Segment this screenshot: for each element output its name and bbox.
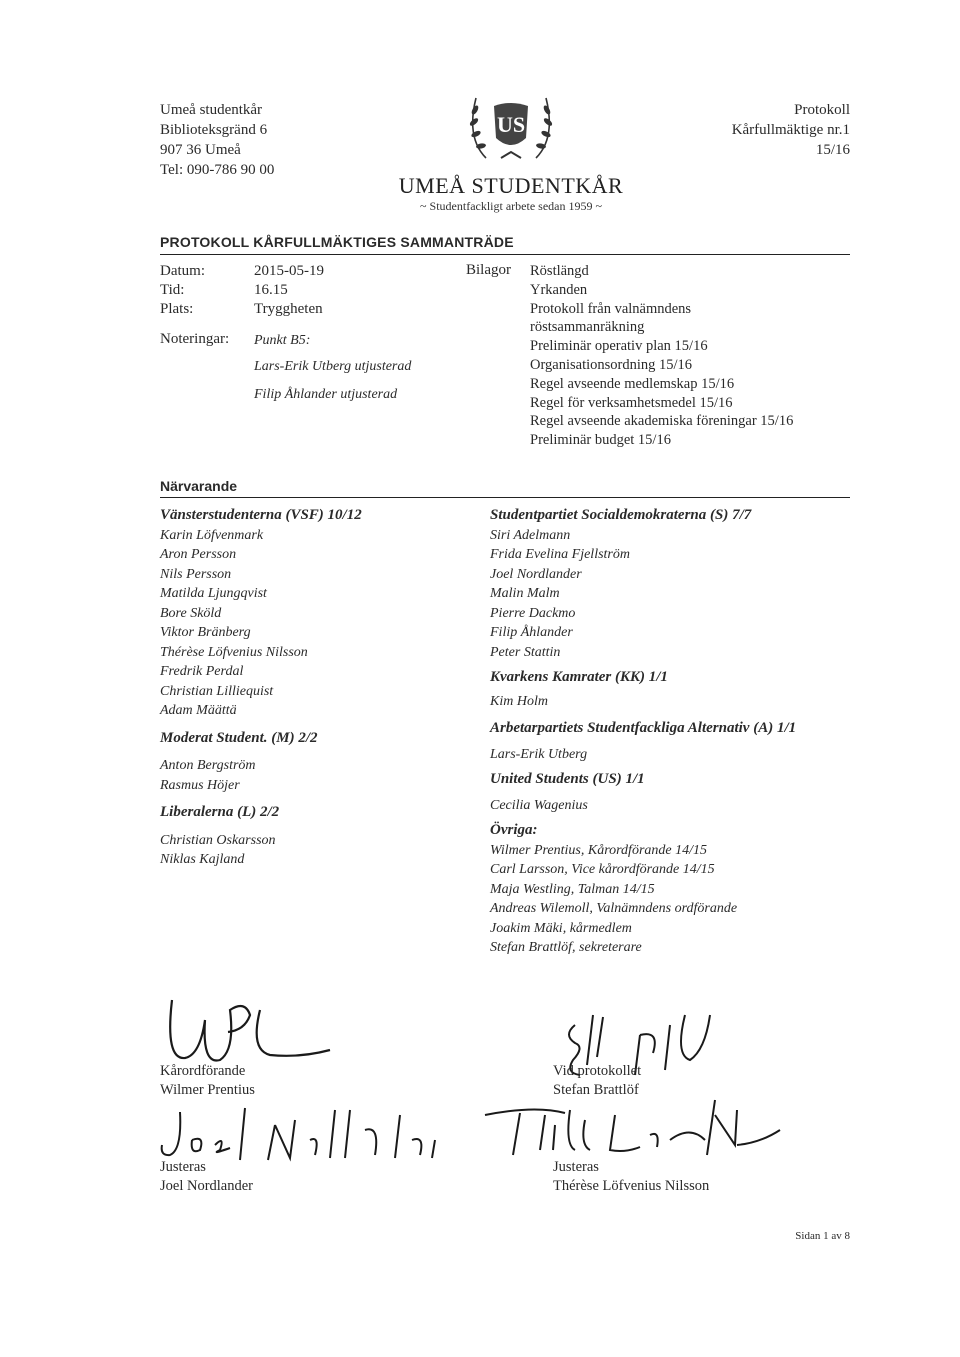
page-number: Sidan 1 av 8 [795,1230,850,1242]
plats-value: Tryggheten [254,301,323,317]
present-left-column [160,506,470,870]
signature-drawing [150,980,350,1070]
spacer [160,748,470,756]
logo-monogram: US [496,112,526,137]
attachment-item: Organisationsordning 15/16 [530,356,693,373]
attachment-item: röstsammanräkning [530,319,645,336]
party-heading: Kvarkens Kamrater (KK) 1/1 [490,669,668,685]
page-title: PROTOKOLL KÅRFULLMÄKTIGES SAMMANTRÄDE [160,234,514,250]
member: Anton Bergström [160,758,256,773]
org-name: Umeå studentkår [160,102,263,118]
phone: Tel: 090-786 90 00 [160,162,275,178]
spacer [160,823,470,831]
meeting-number: Kårfullmäktige nr.1 [731,122,850,138]
party-heading: Vänsterstudenterna (VSF) 10/12 [160,507,362,523]
member: Stefan Brattlöf, sekreterare [490,940,642,955]
member: Malin Malm [490,586,560,601]
divider [160,254,850,255]
member: Viktor Bränberg [160,625,251,640]
signature-role: Justeras [160,1159,206,1175]
member: Pierre Dackmo [490,605,576,621]
present-right-column [490,506,850,958]
party-heading: Studentpartiet Socialdemokraterna (S) 7/7 [490,507,752,523]
signature-role: Vid protokollet [553,1063,642,1079]
logo [381,88,641,214]
member: Fredrik Perdal [160,664,244,679]
member: Carl Larsson, Vice kårordförande 14/15 [490,862,715,877]
member: Adam Määttä [160,703,237,718]
present-heading: Närvarande [160,478,238,494]
member: Christian Lilliequist [160,683,274,699]
attachment-item: Preliminär operativ plan 15/16 [530,338,708,355]
signature-role: Kårordförande [160,1063,246,1079]
org-logo-name: UMEÅ STUDENTKÅR [398,173,624,198]
signature-block [160,1062,255,1100]
attachment-item: Röstlängd [530,263,589,279]
attachments-label: Bilagor [466,262,511,278]
city: 907 36 Umeå [160,142,241,158]
divider [160,497,850,498]
signature-drawing [150,1100,450,1165]
note-item: Filip Åhlander utjusterad [254,387,398,402]
member: Joel Nordlander [490,566,582,582]
member: Joakim Mäki, kårmedlem [490,920,632,936]
member: Niklas Kajland [160,852,245,867]
attachment-item: Regel avseende akademiska föreningar 15/16 [530,413,794,430]
member: Nils Persson [160,566,232,582]
datum-value: 2015-05-19 [254,263,324,279]
attachment-item: Yrkanden [530,281,588,298]
sender-address [160,100,274,180]
plats-label: Plats: [160,301,194,317]
signature-block [160,1158,253,1196]
note-item: Lars-Erik Utberg utjusterad [254,359,412,374]
member: Christian Oskarsson [160,832,276,848]
member: Thérèse Löfvenius Nilsson [160,644,308,660]
signature-name: Thérèse Löfvenius Nilsson [553,1178,710,1194]
datum-label: Datum: [160,263,205,279]
signature-name: Wilmer Prentius [160,1082,255,1098]
party-heading: Övriga: [490,822,538,838]
signature-drawing [475,1095,785,1165]
member: Bore Sköld [160,605,222,621]
attachment-item: Protokoll från valnämndens [530,300,692,317]
tid-label: Tid: [160,282,185,298]
attachments-list [530,262,850,450]
signature-block [553,1158,709,1196]
street: Biblioteksgränd 6 [160,122,268,138]
attachment-item: Regel för verksamhetsmedel 15/16 [530,394,733,411]
laurel-emblem-icon [456,88,566,166]
org-tagline: ~ Studentfackligt arbete sedan 1959 ~ [420,199,602,213]
member: Matilda Ljungqvist [160,586,267,601]
member: Filip Åhlander [490,625,573,640]
member: Kim Holm [490,693,548,709]
member: Peter Stattin [490,644,561,660]
member: Cecilia Wagenius [490,797,588,813]
tid-value: 16.15 [254,282,288,298]
year: 15/16 [815,142,850,158]
party-heading: United Students (US) 1/1 [490,771,645,787]
noteringar-label: Noteringar: [160,331,230,347]
member: Lars-Erik Utberg [490,746,588,762]
document-reference [732,100,850,160]
member: Andreas Wilemoll, Valnämndens ordförande [490,901,738,916]
party-heading: Moderat Student. (M) 2/2 [160,729,318,746]
signature-name: Stefan Brattlöf [553,1082,639,1098]
note-item: Punkt B5: [254,333,311,348]
party-heading: Arbetarpartiets Studentfackliga Alternativ (A) 1/1 [490,720,797,736]
signature-name: Joel Nordlander [160,1178,254,1194]
signature-role: Justeras [553,1159,599,1175]
member: Karin Löfvenmark [160,527,264,543]
member: Wilmer Prentius, Kårordförande 14/15 [490,842,707,858]
member: Siri Adelmann [490,527,571,543]
attachment-item: Regel avseende medlemskap 15/16 [530,375,735,392]
attachment-item: Preliminär budget 15/16 [530,432,671,449]
member: Aron Persson [160,547,237,562]
member: Frida Evelina Fjellström [490,547,630,562]
member: Maja Westling, Talman 14/15 [490,881,655,897]
member: Rasmus Höjer [160,777,240,793]
doc-type: Protokoll [794,102,850,118]
party-heading: Liberalerna (L) 2/2 [160,804,280,820]
